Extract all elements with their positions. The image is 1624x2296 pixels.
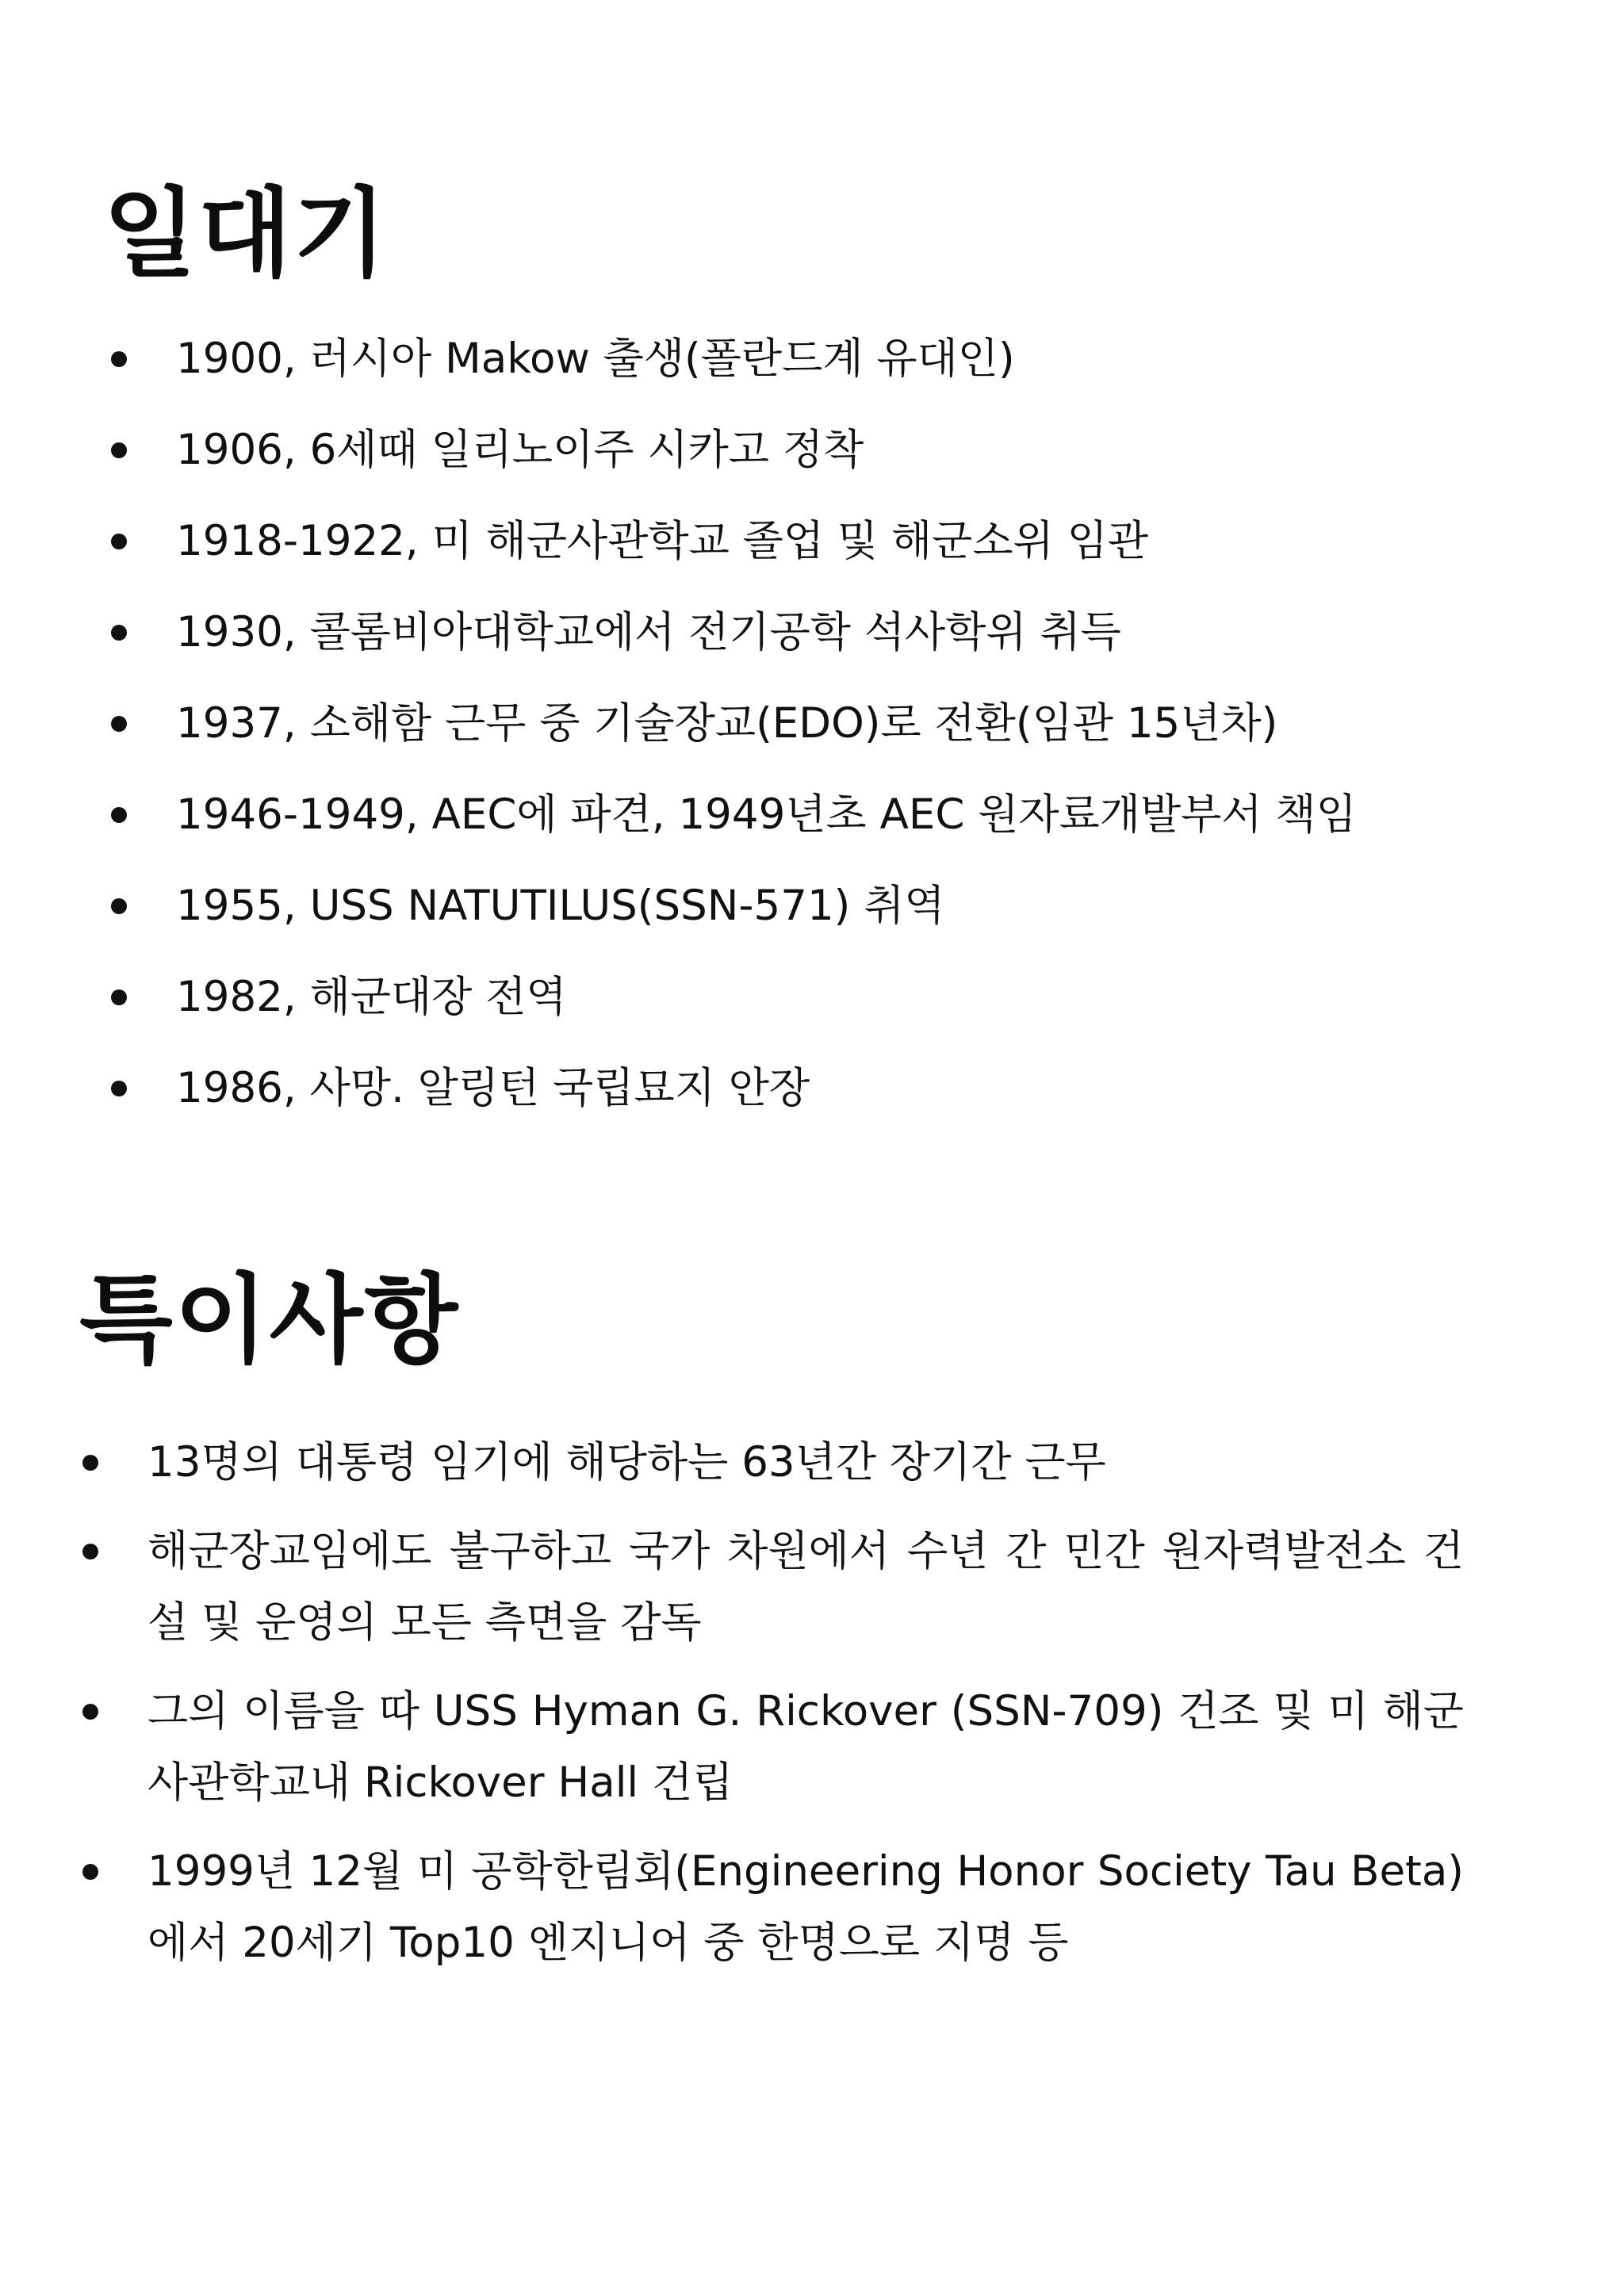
list-item [0, 1427, 1464, 1498]
bullet-icon [82, 1704, 98, 1720]
timeline-heading: 일대기 [103, 178, 389, 290]
bullet-icon [111, 807, 127, 823]
timeline-item-text: 1918-1922, 미 해군사관학교 졸업 및 해군소위 임관 [176, 517, 1148, 565]
timeline-item-text: 1906, 6세때 일리노이주 시카고 정착 [176, 426, 864, 474]
list-item [0, 415, 1624, 506]
timeline-list [0, 323, 1624, 1144]
note-item-text: 1999년 12월 미 공학한림회(Engineering Honor Society Tau Beta) 에서 20세기 Top10 엔지니어 중 한명으로 지명 등 [147, 1847, 1464, 1967]
list-item [0, 1836, 1464, 1979]
notes-heading: 특이사항 [79, 1264, 460, 1376]
note-item-text: 13명의 대통령 임기에 해당하는 63년간 장기간 근무 [147, 1438, 1106, 1487]
bullet-icon [111, 351, 127, 367]
bullet-icon [111, 898, 127, 914]
timeline-section [0, 174, 1624, 1144]
timeline-item-text: 1900, 러시아 Makow 출생(폴란드계 유대인) [176, 335, 1015, 383]
bullet-icon [111, 534, 127, 549]
list-item [0, 962, 1624, 1053]
notes-list [0, 1427, 1624, 1979]
timeline-item-text: 1937, 소해함 근무 중 기술장교(EDO)로 전환(임관 15년차) [176, 699, 1278, 748]
list-item [0, 597, 1624, 688]
list-item [0, 871, 1624, 962]
list-item [0, 1053, 1624, 1144]
timeline-item-text: 1946-1949, AEC에 파견, 1949년초 AEC 원자료개발부서 책임 [176, 790, 1357, 839]
bullet-icon [111, 716, 127, 732]
bullet-icon [82, 1864, 98, 1880]
list-item [0, 506, 1624, 597]
timeline-item-text: 1955, USS NATUTILUS(SSN-571) 취역 [176, 882, 945, 930]
bullet-icon [82, 1544, 98, 1559]
timeline-item-text: 1930, 콜롬비아대학교에서 전기공학 석사학위 취득 [176, 608, 1121, 656]
list-item [0, 688, 1624, 779]
bullet-icon [111, 442, 127, 458]
list-item [0, 1676, 1464, 1819]
list-item [0, 779, 1624, 871]
note-item-text: 그의 이름을 따 USS Hyman G. Rickover (SSN-709) 건조 및 미 해군 사관학교내 Rickover Hall 건립 [147, 1687, 1464, 1807]
list-item [0, 323, 1624, 415]
bullet-icon [82, 1455, 98, 1471]
notes-section [0, 1261, 1624, 1996]
timeline-item-text: 1986, 사망. 알링턴 국립묘지 안장 [176, 1064, 810, 1112]
note-item-text: 해군장교임에도 불구하고 국가 차원에서 수년 간 민간 원자력발전소 건설 및 운영의 모든 측면을 감독 [147, 1527, 1464, 1647]
bullet-icon [111, 1081, 127, 1096]
timeline-item-text: 1982, 해군대장 전역 [176, 973, 567, 1021]
bullet-icon [111, 625, 127, 641]
list-item [0, 1516, 1464, 1659]
bullet-icon [111, 989, 127, 1005]
